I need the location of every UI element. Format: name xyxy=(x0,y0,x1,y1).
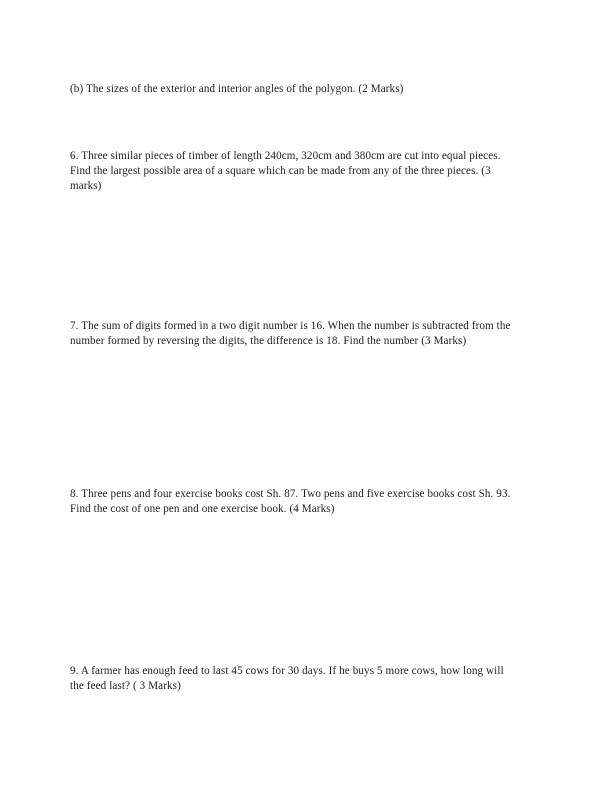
question-6-line-1: 6. Three similar pieces of timber of length 240cm, 320cm and 380cm are cut into equal pieces. xyxy=(70,150,501,162)
workspace-after-question-8 xyxy=(70,520,542,662)
question-8-line-1: 8. Three pens and four exercise books cost Sh. 87. Two pens and five exercise books cost Sh. 93. xyxy=(70,488,511,500)
question-7-line-2: number formed by reversing the digits, the difference is 18. Find the number (3 Marks) xyxy=(70,335,467,348)
question-9-line-2: the feed last? ( 3 Marks) xyxy=(70,680,181,693)
question-7-line-1: 7. The sum of digits formed in a two digit number is 16. When the number is subtracted from the xyxy=(70,320,511,332)
question-9-line-1: 9. A farmer has enough feed to last 45 cows for 30 days. If he buys 5 more cows, how long will xyxy=(70,665,504,677)
workspace-after-question-9 xyxy=(70,697,542,787)
question-5b-block xyxy=(70,82,542,97)
workspace-after-question-7 xyxy=(70,352,542,484)
question-6-line-3: marks) xyxy=(70,180,102,193)
question-7-block xyxy=(70,319,542,349)
workspace-after-question-6 xyxy=(70,198,542,316)
workspace-after-question-5b xyxy=(70,100,542,145)
question-5b-line-1: (b) The sizes of the exterior and interior angles of the polygon. (2 Marks) xyxy=(70,83,404,95)
question-8-block xyxy=(70,487,542,517)
question-6-line-2: Find the largest possible area of a square which can be made from any of the three pieces. (3 xyxy=(70,165,491,178)
question-6-block xyxy=(70,149,542,195)
question-9-block xyxy=(70,664,542,694)
question-8-line-2: Find the cost of one pen and one exercise book. (4 Marks) xyxy=(70,503,335,516)
